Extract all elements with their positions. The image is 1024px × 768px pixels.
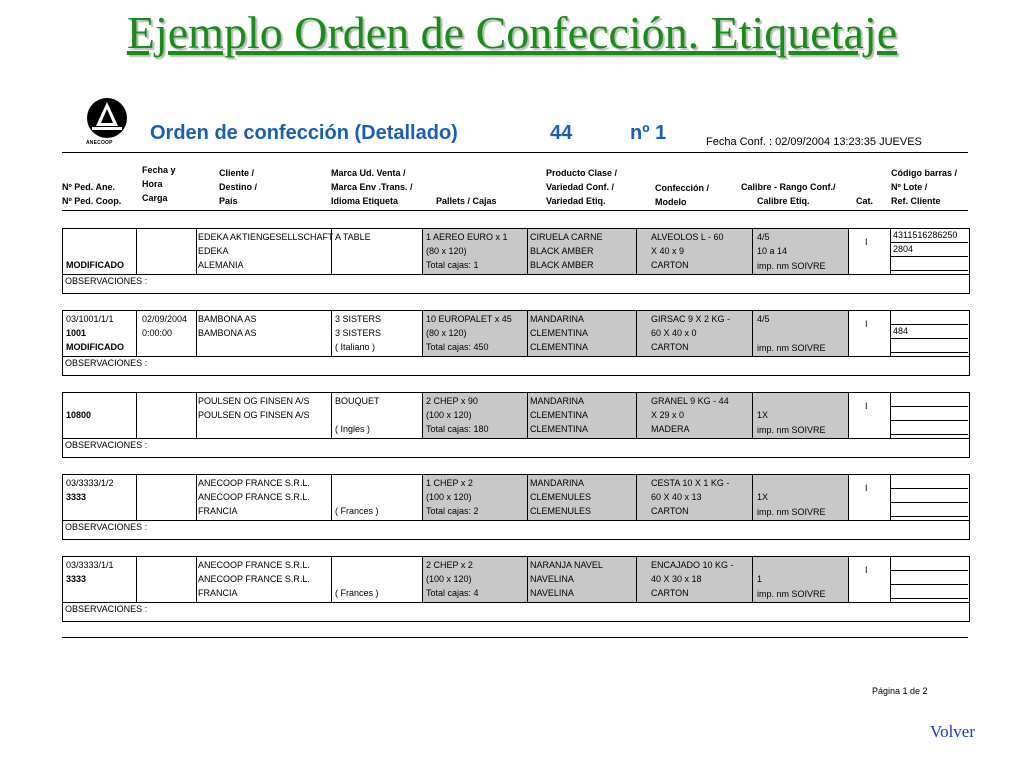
header-pallets: Pallets / Cajas <box>436 196 497 206</box>
confeccion-line-3: CARTON <box>651 260 689 270</box>
cell-producto <box>528 311 637 356</box>
codigo-line <box>891 516 968 517</box>
cell-cat <box>849 311 891 356</box>
cell-confeccion <box>637 557 753 602</box>
codigo-line <box>891 502 968 503</box>
pallets-line-2: (100 x 120) <box>426 574 472 584</box>
cell-cat <box>849 229 891 274</box>
header-ped-ane: Nº Ped. Ane. <box>62 182 115 192</box>
cliente-line-3: FRANCIA <box>198 588 238 598</box>
codigo-line <box>891 270 968 271</box>
codigo-line <box>891 570 968 571</box>
calibre-line-2: 1X <box>757 410 769 420</box>
codigo-line <box>891 434 968 435</box>
cell-codigo <box>891 475 969 520</box>
cell-cliente <box>197 311 332 356</box>
cell-calibre <box>753 311 849 356</box>
slide-title: Ejemplo Orden de Confección. Etiquetaje <box>126 7 898 58</box>
cell-cliente <box>197 393 332 438</box>
header-producto-2: Variedad Conf. / <box>546 182 615 192</box>
anecoop-logo-icon <box>84 96 130 144</box>
header-fecha-3: Carga <box>142 193 168 203</box>
fecha-line-2: 0:00:00 <box>142 328 173 338</box>
marca-line-3: ( Frances ) <box>335 506 379 516</box>
producto-line-1: CIRUELA CARNE <box>530 232 603 242</box>
codigo-line <box>891 338 968 339</box>
header-ped-coop: Nº Ped. Coop. <box>62 196 122 206</box>
cliente-line-1: EDEKA AKTIENGESELLSCHAFT <box>198 232 334 242</box>
observaciones: OBSERVACIONES : <box>65 358 148 368</box>
confeccion-line-3: CARTON <box>651 588 689 598</box>
page-indicator: Página 1 de 2 <box>872 686 928 696</box>
header-ped <box>62 180 121 208</box>
marca-line-3: ( Frances ) <box>335 588 379 598</box>
cell-producto <box>528 393 637 438</box>
cell-confeccion <box>637 475 753 520</box>
cell-calibre <box>753 475 849 520</box>
cell-fecha <box>137 475 197 520</box>
header-marca-1: Marca Ud. Venta / <box>331 168 406 178</box>
pallets-line-3: Total cajas: 1 <box>426 260 479 270</box>
cliente-line-2: ANECOOP FRANCE S.R.L. <box>198 574 310 584</box>
producto-line-2: NAVELINA <box>530 574 574 584</box>
observaciones: OBSERVACIONES : <box>65 276 148 286</box>
marca-line-1: A TABLE <box>335 232 371 242</box>
calibre-line-3: imp. nm SOIVRE <box>757 425 826 435</box>
header-cliente-1: Cliente / <box>219 168 255 178</box>
cell-calibre <box>753 557 849 602</box>
cell-codigo <box>891 393 969 438</box>
record-main-row <box>63 475 969 521</box>
header-calibre-2: Calibre Etiq. <box>757 196 810 206</box>
cliente-line-3: FRANCIA <box>198 506 238 516</box>
cliente-line-1: ANECOOP FRANCE S.R.L. <box>198 560 310 570</box>
producto-line-2: CLEMENTINA <box>530 410 589 420</box>
confeccion-line-2: 60 X 40 x 13 <box>651 492 702 502</box>
cell-cat <box>849 557 891 602</box>
order-record <box>62 392 970 458</box>
cell-ped <box>63 475 137 520</box>
cell-confeccion <box>637 229 753 274</box>
ped-line-2: 3333 <box>66 574 87 584</box>
order-record <box>62 556 970 622</box>
pallets-line-1: 2 CHEP x 90 <box>426 396 478 406</box>
pallets-line-3: Total cajas: 450 <box>426 342 489 352</box>
producto-line-2: BLACK AMBER <box>530 246 594 256</box>
cliente-line-2: POULSEN OG FINSEN A/S <box>198 410 310 420</box>
cell-ped <box>63 311 137 356</box>
cat-value: I <box>865 237 868 247</box>
producto-line-3: CLEMENTINA <box>530 342 589 352</box>
document-title: Orden de confección (Detallado) <box>150 122 458 144</box>
pallets-line-2: (100 x 120) <box>426 492 472 502</box>
calibre-line-3: imp. nm SOIVRE <box>757 589 826 599</box>
cell-pallets <box>423 475 528 520</box>
pallets-line-2: (80 x 120) <box>426 246 467 256</box>
marca-line-3: ( Italiano ) <box>335 342 376 352</box>
header-fecha-1: Fecha y <box>142 165 176 175</box>
calibre-line-3: imp. nm SOIVRE <box>757 507 826 517</box>
cliente-line-1: ANECOOP FRANCE S.R.L. <box>198 478 310 488</box>
cell-cat <box>849 475 891 520</box>
confeccion-line-2: X 29 x 0 <box>651 410 685 420</box>
header-producto <box>546 166 617 208</box>
record-main-row <box>63 393 969 439</box>
logo-text: ANECOOP <box>86 140 113 146</box>
codigo-line <box>891 420 968 421</box>
ped-line-2: 1001 <box>66 328 87 338</box>
cell-pallets <box>423 311 528 356</box>
cell-confeccion <box>637 311 753 356</box>
header-producto-1: Producto Clase / <box>546 168 618 178</box>
observaciones: OBSERVACIONES : <box>65 522 148 532</box>
header-confeccion-2: Modelo <box>655 197 687 207</box>
codigo-line <box>891 488 968 489</box>
cell-fecha <box>137 393 197 438</box>
codigo-line <box>891 352 968 353</box>
confeccion-line-3: CARTON <box>651 342 689 352</box>
cell-marca <box>332 393 423 438</box>
producto-line-3: NAVELINA <box>530 588 574 598</box>
cell-ped <box>63 393 137 438</box>
codigo-line-2: 2804 <box>893 244 914 254</box>
cell-cat <box>849 393 891 438</box>
header-calibre <box>741 180 836 208</box>
cell-cliente <box>197 475 332 520</box>
confeccion-line-3: CARTON <box>651 506 689 516</box>
pallets-line-1: 1 AEREO EURO x 1 <box>426 232 508 242</box>
calibre-line-2: 1 <box>757 574 763 584</box>
pallets-line-2: (100 x 120) <box>426 410 472 420</box>
ped-line-2: 10800 <box>66 410 92 420</box>
cell-confeccion <box>637 393 753 438</box>
header-calibre-1: Calibre - Rango Conf./ <box>741 182 836 192</box>
record-main-row <box>63 557 969 603</box>
marca-line-2: 3 SISTERS <box>335 328 382 338</box>
cliente-line-1: POULSEN OG FINSEN A/S <box>198 396 310 406</box>
codigo-line <box>891 584 968 585</box>
header-cat: Cat. <box>856 196 874 206</box>
header-marca-3: Idioma Etiqueta <box>331 196 399 206</box>
confeccion-line-2: 60 X 40 x 0 <box>651 328 697 338</box>
producto-line-2: CLEMENULES <box>530 492 592 502</box>
producto-line-1: MANDARINA <box>530 314 585 324</box>
cell-fecha <box>137 311 197 356</box>
cell-codigo <box>891 557 969 602</box>
calibre-line-1: 4/5 <box>757 232 770 242</box>
confeccion-line-1: CESTA 10 X 1 KG - <box>651 478 730 488</box>
volver-link[interactable]: Volver <box>930 722 976 741</box>
cell-marca <box>332 229 423 274</box>
cell-fecha <box>137 229 197 274</box>
pallets-line-3: Total cajas: 2 <box>426 506 479 516</box>
cell-marca <box>332 557 423 602</box>
cell-calibre <box>753 229 849 274</box>
confeccion-line-1: ALVEOLOS L - 60 <box>651 232 724 242</box>
record-main-row <box>63 229 969 275</box>
cell-codigo <box>891 229 969 274</box>
codigo-line-1: 4311516286250 <box>893 230 958 240</box>
cell-producto <box>528 475 637 520</box>
cliente-line-2: ANECOOP FRANCE S.R.L. <box>198 492 310 502</box>
cliente-line-3: ALEMANIA <box>198 260 244 270</box>
cell-marca <box>332 311 423 356</box>
cell-pallets <box>423 229 528 274</box>
cat-value: I <box>865 401 868 411</box>
codigo-line <box>891 598 968 599</box>
order-record <box>62 474 970 540</box>
ped-line-1: 03/1001/1/1 <box>66 314 114 324</box>
calibre-line-2: 1X <box>757 492 769 502</box>
marca-line-3: ( Ingles ) <box>335 424 371 434</box>
order-record <box>62 310 970 376</box>
cell-calibre <box>753 393 849 438</box>
cell-cliente <box>197 229 332 274</box>
observaciones: OBSERVACIONES : <box>65 604 148 614</box>
producto-line-1: MANDARINA <box>530 396 585 406</box>
cell-cliente <box>197 557 332 602</box>
cat-value: I <box>865 483 868 493</box>
ped-line-1: 03/3333/1/2 <box>66 478 114 488</box>
producto-line-3: CLEMENULES <box>530 506 592 516</box>
record-main-row <box>63 311 969 357</box>
cell-marca <box>332 475 423 520</box>
header-bottom-line <box>62 210 968 211</box>
ped-line-2: 3333 <box>66 492 87 502</box>
producto-line-2: CLEMENTINA <box>530 328 589 338</box>
fecha-conf: Fecha Conf. : 02/09/2004 13:23:35 JUEVES <box>706 136 922 148</box>
calibre-line-3: imp. nm SOIVRE <box>757 343 826 353</box>
calibre-line-2: 10 a 14 <box>757 246 788 256</box>
cell-ped <box>63 557 137 602</box>
confeccion-line-2: X 40 x 9 <box>651 246 685 256</box>
cliente-line-2: EDEKA <box>198 246 229 256</box>
marca-line-1: 3 SISTERS <box>335 314 382 324</box>
producto-line-1: MANDARINA <box>530 478 585 488</box>
codigo-line <box>891 256 968 257</box>
cell-ped <box>63 229 137 274</box>
header-cliente-3: País <box>219 196 238 206</box>
cat-value: I <box>865 319 868 329</box>
confeccion-line-2: 40 X 30 x 18 <box>651 574 702 584</box>
ped-line-1: 03/3333/1/1 <box>66 560 114 570</box>
header-fecha-2: Hora <box>142 179 163 189</box>
header-codigo <box>891 166 957 208</box>
pallets-line-1: 1 CHEP x 2 <box>426 478 473 488</box>
header-codigo-3: Ref. Cliente <box>891 196 941 206</box>
fecha-line-1: 02/09/2004 <box>142 314 188 324</box>
header-fecha <box>142 163 176 205</box>
header-codigo-2: Nº Lote / <box>891 182 928 192</box>
calibre-line-3: imp. nm SOIVRE <box>757 261 826 271</box>
confeccion-line-3: MADERA <box>651 424 690 434</box>
producto-line-3: BLACK AMBER <box>530 260 594 270</box>
confeccion-line-1: GRANEL 9 KG - 44 <box>651 396 729 406</box>
pallets-line-3: Total cajas: 180 <box>426 424 489 434</box>
producto-line-3: CLEMENTINA <box>530 424 589 434</box>
footer-line <box>62 637 968 638</box>
order-record <box>62 228 970 294</box>
header-cliente-2: Destino / <box>219 182 258 192</box>
pallets-line-1: 10 EUROPALET x 45 <box>426 314 512 324</box>
header-confeccion-1: Confección / <box>655 183 710 193</box>
codigo-line-2: 484 <box>893 326 909 336</box>
pallets-line-3: Total cajas: 4 <box>426 588 479 598</box>
header-codigo-1: Código barras / <box>891 168 958 178</box>
confeccion-line-1: GIRSAC 9 X 2 KG - <box>651 314 731 324</box>
calibre-line-1: 4/5 <box>757 314 770 324</box>
marca-line-1: BOUQUET <box>335 396 380 406</box>
confeccion-line-1: ENCAJADO 10 KG - <box>651 560 734 570</box>
producto-line-1: NARANJA NAVEL <box>530 560 603 570</box>
order-no: nº 1 <box>630 122 667 144</box>
ped-line-3: MODIFICADO <box>66 342 124 352</box>
header-top-line <box>62 152 968 153</box>
header-cliente <box>219 166 257 208</box>
order-number: 44 <box>550 122 573 144</box>
cat-value: I <box>865 565 868 575</box>
cell-pallets <box>423 557 528 602</box>
pallets-line-1: 2 CHEP x 2 <box>426 560 473 570</box>
header-producto-3: Variedad Etiq. <box>546 196 606 206</box>
cell-pallets <box>423 393 528 438</box>
cliente-line-2: BAMBONA AS <box>198 328 257 338</box>
cell-fecha <box>137 557 197 602</box>
observaciones: OBSERVACIONES : <box>65 440 148 450</box>
header-confeccion <box>655 181 709 209</box>
cliente-line-1: BAMBONA AS <box>198 314 257 324</box>
cell-codigo <box>891 311 969 356</box>
cell-producto <box>528 229 637 274</box>
header-marca <box>331 166 413 208</box>
header-marca-2: Marca Env .Trans. / <box>331 182 413 192</box>
ped-line-3: MODIFICADO <box>66 260 124 270</box>
codigo-line <box>891 406 968 407</box>
cell-producto <box>528 557 637 602</box>
pallets-line-2: (80 x 120) <box>426 328 467 338</box>
